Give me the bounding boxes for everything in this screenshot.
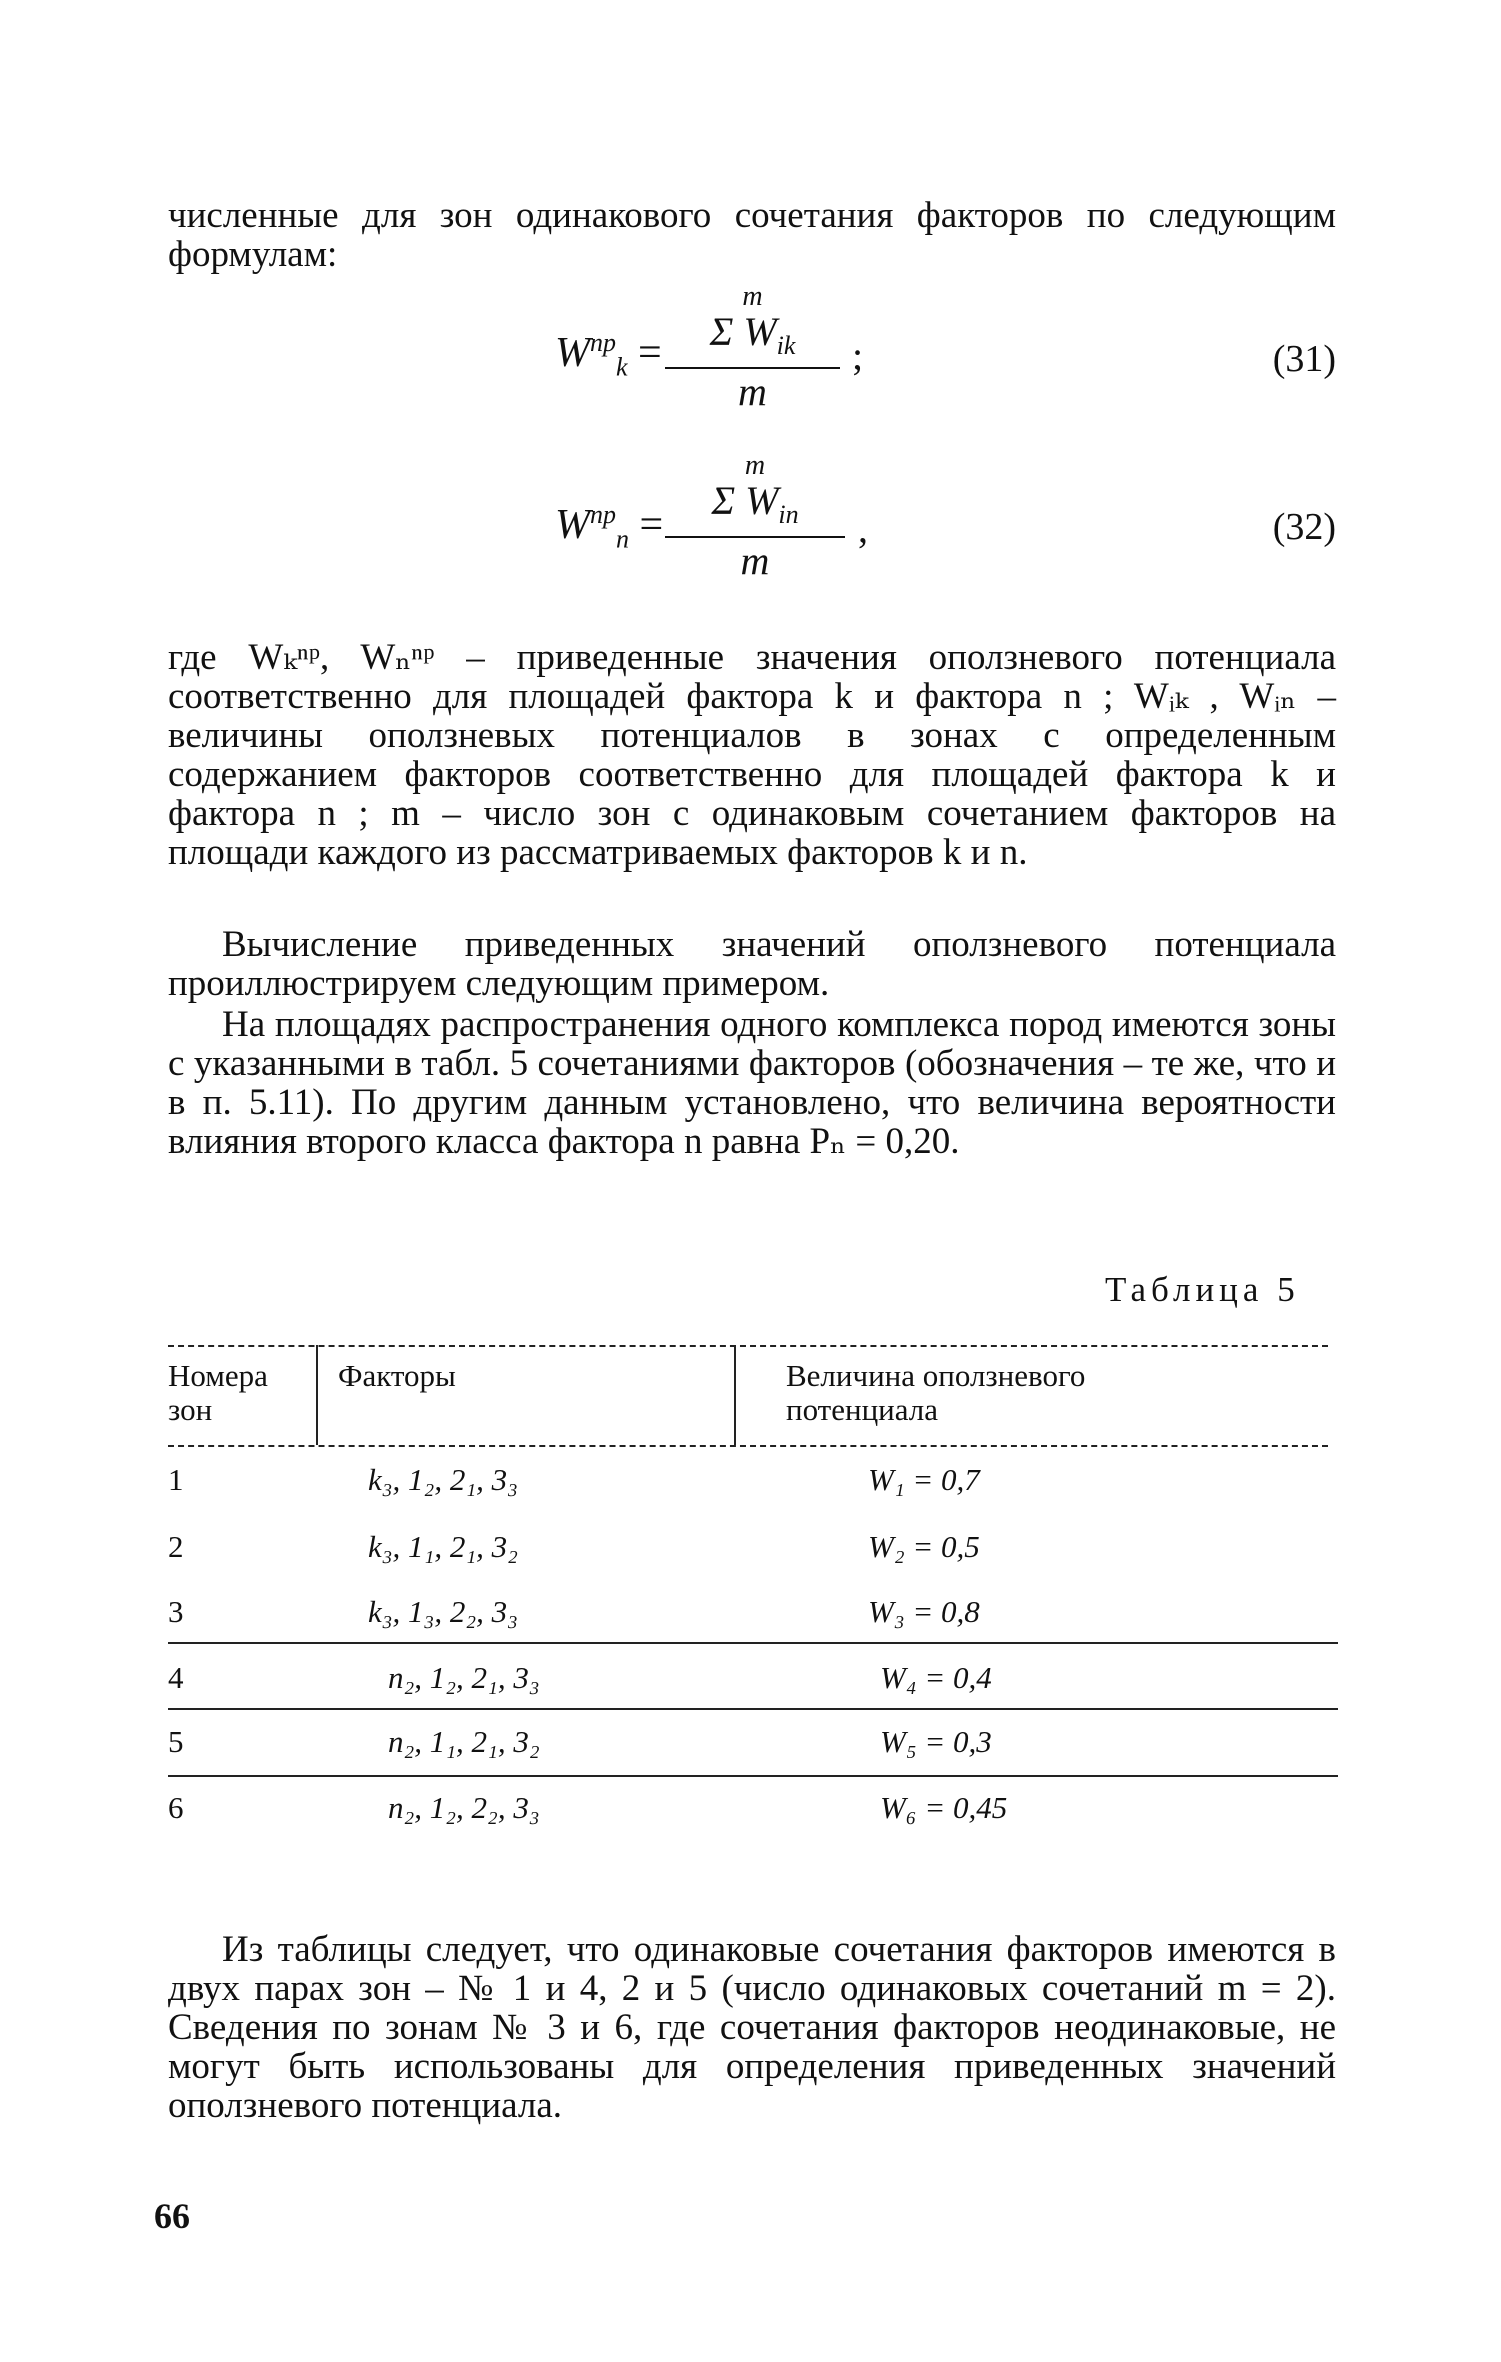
potential-cell: W₄ = 0,4 (880, 1660, 992, 1695)
formula-31-denominator: m (738, 369, 767, 414)
where-paragraph (168, 638, 1336, 872)
header-potential: Величина оползневого потенциала (786, 1358, 1086, 1427)
formula-31-fraction (665, 283, 840, 415)
header-zone: Номера зон (168, 1358, 268, 1427)
formula-32-denominator: m (740, 538, 770, 583)
data-text: На площадях распространения одного комплекса пород имеются зоны с указанными в табл. 5 сочетаниями факторов (обозначения – те же, что и в п. 5.11). По другим данным установлено, что величина вероятности влияния второго класса фактора n равна Pₙ = 0,20. (168, 1004, 1336, 1162)
potential-cell: W₅ = 0,3 (880, 1724, 992, 1759)
zone-cell: 3 (168, 1594, 184, 1629)
conclusion-paragraph (168, 1930, 1336, 2125)
header-bottom-rule (168, 1445, 1328, 1447)
factors-cell: n₂, 1₂, 2₁, 3₃ (388, 1660, 540, 1695)
formula-31-punct: ; (852, 333, 864, 378)
example-text: Вычисление приведенных значений оползневого потенциала проиллюстрируем следующим примером. (168, 924, 1336, 1004)
zone-cell: 2 (168, 1529, 184, 1564)
factors-cell: n₂, 1₂, 2₂, 3₃ (388, 1790, 540, 1825)
conclusion-text: Из таблицы следует, что одинаковые сочетания факторов имеются в двух парах зон – № 1 и 4, 2 и 5 (число одинаковых сочетаний m = 2). Сведения по зонам № 3 и 6, где сочетания факторов неодинаковые, не могут быть использованы для определения приведенных значений оползневого потенциала. (168, 1929, 1336, 2126)
formula-32-fraction (665, 452, 845, 584)
equation-number-31: (31) (1272, 338, 1336, 380)
sigma-upper-limit: m (742, 281, 763, 312)
potential-cell: W₆ = 0,45 (880, 1790, 1008, 1825)
formula-32-lhs: $W^{пр}_n$ = (555, 500, 664, 554)
row-rule (168, 1708, 1338, 1710)
example-paragraph (168, 925, 1336, 1003)
table-top-rule (168, 1345, 1328, 1347)
formula-31-lhs: $W^{пр}_k$ = (555, 328, 662, 382)
factors-cell: k₃, 1₂, 2₁, 3₃ (368, 1462, 518, 1497)
potential-cell: W₂ = 0,5 (868, 1529, 980, 1564)
zone-cell: 5 (168, 1724, 184, 1759)
header-factors: Факторы (338, 1358, 456, 1393)
where-text: где Wₖⁿᵖ, Wₙⁿᵖ – приведенные значения оползневого потенциала соответственно для площадей фактора k и фактора n ; Wᵢₖ , Wᵢₙ – величины оползневых потенциалов в зонах с определенным содержанием факторов соответственно для площадей фактора k и фактора n ; m – число зон с одинаковым сочетанием факторов на площади каждого из рассматриваемых факторов k и n. (168, 637, 1336, 873)
sigma-upper-limit: m (744, 450, 766, 481)
potential-cell: W₁ = 0,7 (868, 1462, 980, 1497)
equation-number-32: (32) (1272, 506, 1336, 548)
zone-cell: 6 (168, 1790, 184, 1825)
formula-32-punct: , (858, 506, 868, 551)
potential-cell: W₃ = 0,8 (868, 1594, 980, 1629)
factors-cell: k₃, 1₁, 2₁, 3₂ (368, 1529, 518, 1564)
factors-cell: k₃, 1₃, 2₂, 3₃ (368, 1594, 518, 1629)
intro-paragraph (168, 196, 1336, 274)
column-divider (734, 1345, 736, 1445)
page-number: 66 (154, 2196, 190, 2236)
intro-text: численные для зон одинакового сочетания факторов по следующим формулам: (168, 195, 1336, 275)
data-paragraph (168, 1005, 1336, 1161)
zone-cell: 1 (168, 1462, 184, 1497)
column-divider (316, 1345, 318, 1445)
formula-32-numerator: Σ $W_{in}$ (711, 478, 799, 529)
table-caption: Таблица 5 (1105, 1270, 1300, 1309)
factors-cell: n₂, 1₁, 2₁, 3₂ (388, 1724, 540, 1759)
formula-31-numerator: Σ $W_{ik}$ (709, 309, 796, 360)
zone-cell: 4 (168, 1660, 184, 1695)
row-rule (168, 1775, 1338, 1777)
row-rule (168, 1642, 1338, 1644)
